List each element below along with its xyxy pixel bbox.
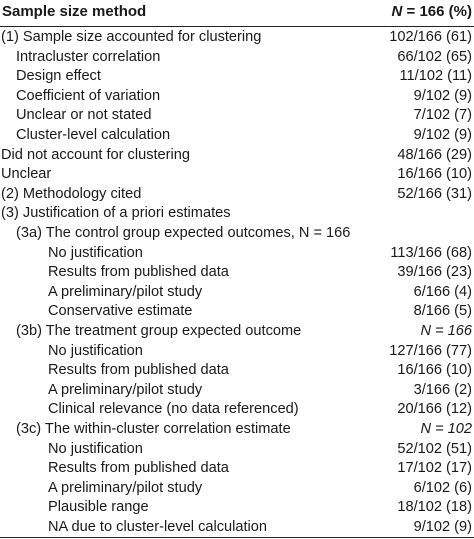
table-row: [0, 263, 474, 283]
row-value: 16/166 (10): [397, 362, 472, 379]
row-value: 6/102 (6): [413, 479, 472, 496]
row-value: 127/166 (77): [389, 342, 472, 359]
table-row: [0, 518, 474, 538]
table-row: [0, 106, 474, 126]
row-label: (3c) The within-cluster correlation estimate: [16, 421, 291, 437]
table-row: [0, 126, 474, 146]
row-label: A preliminary/pilot study: [48, 381, 203, 398]
row-value: 6/166 (4): [413, 283, 472, 300]
row-value: 9/102 (9): [413, 87, 472, 104]
table-row: [0, 146, 474, 166]
table-row: [0, 361, 474, 381]
row-label: Results from published data: [48, 460, 229, 477]
row-label: (3b) The treatment group expected outcome: [16, 323, 302, 339]
row-value: 17/102 (17): [397, 460, 472, 477]
row-label: No justification: [48, 244, 143, 261]
header-n-symbol: N: [391, 3, 403, 20]
row-label: Cluster-level calculation: [16, 127, 171, 143]
row-value: 113/166 (68): [390, 244, 472, 261]
row-label: Plausible range: [48, 499, 149, 516]
row-label: (2) Methodology cited: [1, 185, 142, 202]
row-value: 20/166 (12): [397, 401, 472, 418]
table-row: [0, 283, 474, 303]
row-value: 18/102 (18): [397, 499, 472, 516]
row-label: Results from published data: [48, 362, 229, 379]
table-row: [0, 67, 474, 87]
row-label: No justification: [48, 342, 143, 359]
row-label: Unclear or not stated: [16, 107, 152, 124]
row-label: Intracluster correlation: [16, 48, 161, 65]
table-row: [0, 381, 474, 401]
table-row: [0, 28, 474, 48]
table-row: [0, 342, 474, 362]
row-value: 52/102 (51): [397, 440, 472, 457]
row-value: 52/166 (31): [397, 185, 472, 202]
table-row: [0, 440, 474, 460]
table-row: [0, 185, 474, 205]
row-label: A preliminary/pilot study: [48, 479, 203, 496]
bottom-rule: [0, 537, 474, 538]
row-value: 11/102 (11): [399, 68, 472, 85]
row-value: 9/102 (9): [413, 519, 472, 535]
row-value: 39/166 (23): [397, 264, 472, 281]
table-row: [0, 322, 474, 342]
row-label: Conservative estimate: [48, 303, 193, 320]
row-value: 8/166 (5): [413, 303, 472, 320]
row-value: 9/102 (9): [413, 127, 472, 143]
table-row: [0, 224, 474, 244]
table-row: [0, 87, 474, 107]
table-row: [0, 302, 474, 322]
row-label: (1) Sample size accounted for clustering: [1, 29, 262, 45]
header-method: Sample size method: [2, 3, 147, 20]
table-row: [0, 204, 474, 224]
table-row: [0, 400, 474, 420]
row-label: NA due to cluster-level calculation: [48, 519, 268, 535]
row-value: 102/166 (61): [389, 29, 472, 45]
table-row: [0, 420, 474, 440]
row-label: No justification: [48, 440, 143, 457]
row-label: (3a) The control group expected outcomes, N = 166: [16, 225, 351, 241]
row-label: Did not account for clustering: [1, 146, 191, 163]
row-value: 48/166 (29): [397, 146, 472, 163]
row-value: N = 166: [420, 323, 472, 339]
table-row: [0, 244, 474, 264]
row-label: Coefficient of variation: [16, 87, 161, 104]
table-row: [0, 459, 474, 479]
table-row: [0, 48, 474, 68]
row-label: (3) Justification of a priori estimates: [1, 205, 231, 222]
table-header: [0, 0, 474, 27]
row-label: Unclear: [1, 166, 52, 183]
table-row: [0, 498, 474, 518]
header-count: [392, 3, 472, 20]
table-row: [0, 479, 474, 499]
row-value: 7/102 (7): [413, 107, 472, 124]
row-value: N = 102: [420, 421, 472, 437]
row-label: Clinical relevance (no data referenced): [48, 401, 299, 418]
row-label: A preliminary/pilot study: [48, 283, 203, 300]
row-value: 3/166 (2): [413, 381, 472, 398]
row-label: Design effect: [16, 68, 101, 85]
header-n-value: = 166 (%): [402, 3, 472, 20]
table-row: [0, 165, 474, 185]
row-value: 66/102 (65): [397, 48, 472, 65]
row-value: 16/166 (10): [397, 166, 472, 183]
row-label: Results from published data: [48, 264, 229, 281]
